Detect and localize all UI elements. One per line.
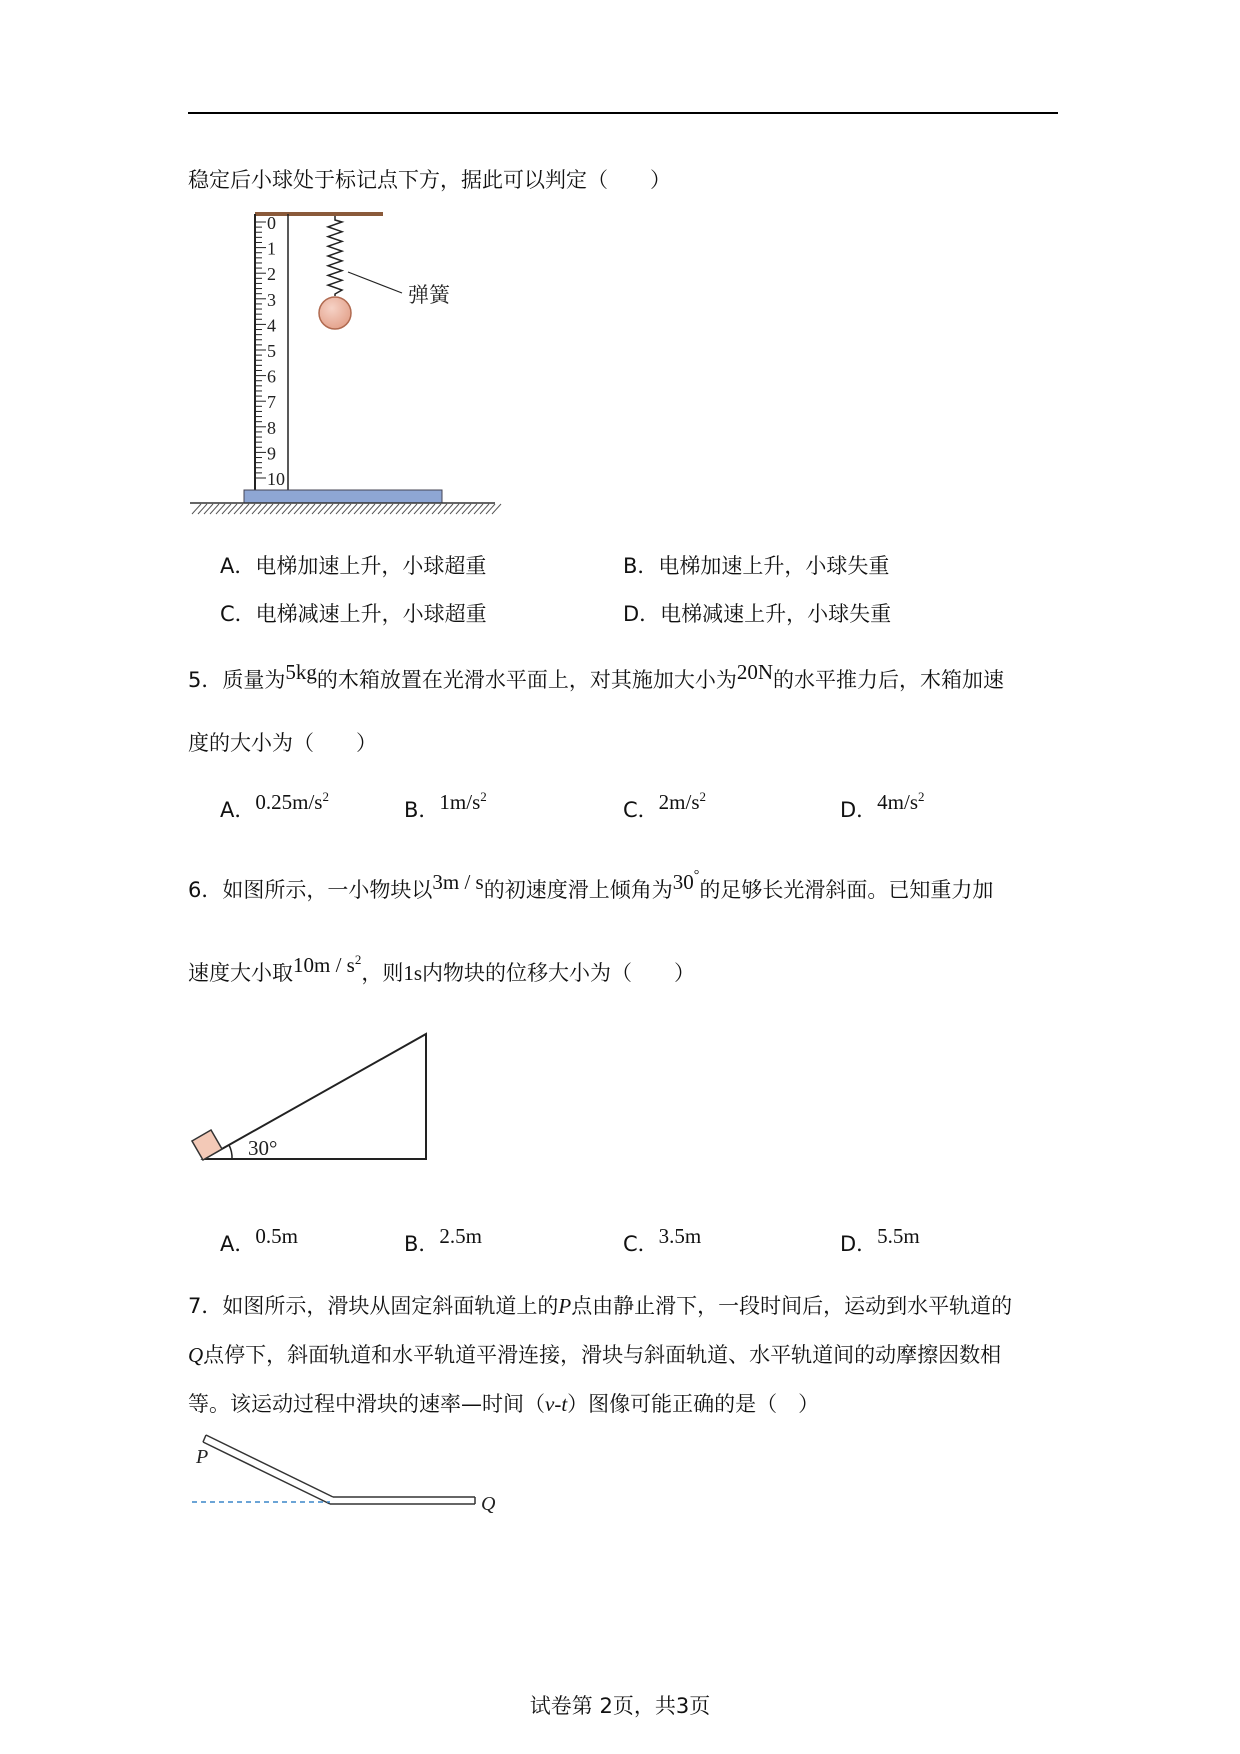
scale-number: 5 <box>267 341 276 361</box>
label-P: P <box>196 1446 209 1468</box>
q5-stem-line2: 度的大小为（ ） <box>188 731 377 755</box>
q6-stem-line2: 速度大小取$10m / s^2$，则1s内物块的位移大小为（ ） <box>188 952 696 985</box>
q4-option-b: B．电梯加速上升，小球失重 <box>623 554 890 578</box>
spring-label: 弹簧 <box>408 283 450 307</box>
scale-number: 10 <box>267 469 285 489</box>
q7-stem-line2: Q点停下，斜面轨道和水平轨道平滑连接，滑块与斜面轨道、水平轨道间的动摩擦因数相 <box>188 1343 1002 1367</box>
scale-number: 2 <box>267 264 276 285</box>
q6-speed: 3m / s <box>432 870 484 894</box>
q6-option-c: C．3.5m <box>623 1224 702 1256</box>
q6-g: 10m / s <box>293 953 355 977</box>
scale-number: 3 <box>267 289 276 310</box>
q6-option-a: A．0.5m <box>220 1224 298 1256</box>
scale-number: 1 <box>267 238 276 259</box>
q4-option-a: A．电梯加速上升，小球超重 <box>220 554 487 578</box>
q4-stem: 稳定后小球处于标记点下方，据此可以判定（ ） <box>188 168 671 192</box>
q5-option-c: C．$2m/s^2$ <box>623 789 707 822</box>
q5-option-d: D．$4m/s^2$ <box>840 789 925 822</box>
scale-number: 0 <box>267 213 276 233</box>
q7-stem-line1: 7．如图所示，滑块从固定斜面轨道上的P点由静止滑下，一段时间后，运动到水平轨道的 <box>188 1294 1013 1318</box>
q5-mass: 5kg <box>285 660 317 684</box>
scale-number: 6 <box>267 366 276 387</box>
page-footer: 试卷第 2页，共3页 <box>529 1694 711 1718</box>
scale-number: 9 <box>267 443 276 464</box>
scale-number: 4 <box>267 315 276 336</box>
q4-option-d: D．电梯减速上升，小球失重 <box>623 602 892 626</box>
q4-option-c: C．电梯减速上升，小球超重 <box>220 602 487 626</box>
q6-stem-line1: 6．如图所示，一小物块以3m / s的初速度滑上倾角为30°的足够长光滑斜面。已知重力加 <box>188 868 994 902</box>
angle-label: 30° <box>248 1136 278 1160</box>
label-Q: Q <box>481 1493 496 1515</box>
q6-option-b: B．2.5m <box>404 1224 483 1256</box>
scale-number: 8 <box>267 417 276 438</box>
q5-option-b: B．$1m/s^2$ <box>404 789 487 822</box>
q5-option-a: A．$0.25m/s^2$ <box>220 789 329 822</box>
scale-number: 7 <box>267 392 276 413</box>
q6-option-d: D．5.5m <box>840 1224 920 1256</box>
q5-force: 20N <box>736 660 774 684</box>
q6-angle: 30 <box>672 870 694 894</box>
q5-stem-line1: 5．质量为5kg的木箱放置在光滑水平面上，对其施加大小为20N的水平推力后，木箱加速 <box>188 660 1005 692</box>
q7-stem-line3: 等。该运动过程中滑块的速率—时间（v-t）图像可能正确的是（ ） <box>188 1392 820 1416</box>
